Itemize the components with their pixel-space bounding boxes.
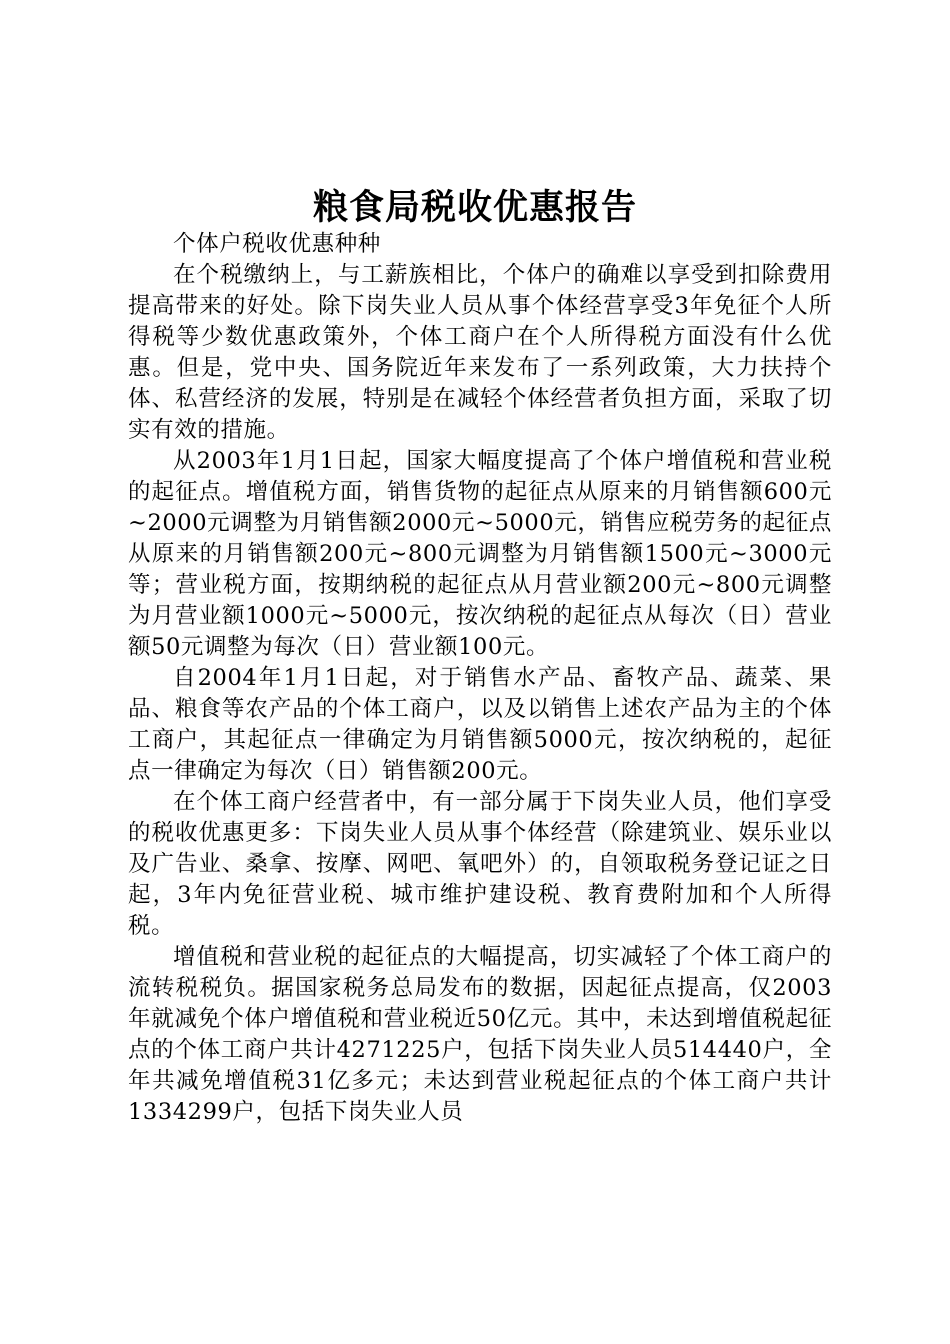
section-heading: 个体户税收优惠种种 (173, 231, 381, 257)
paragraph: 在个税缴纳上，与工薪族相比，个体户的确难以享受到扣除费用提高带来的好处。除下岗失业人员从事个体经营享受3年免征个人所得税等少数优惠政策外，个体工商户在个人所得税方面没有什么优惠。但是，党中央、国务院近年来发布了一系列政策，大力扶持个体、私营经济的发展，特别是在减轻个体经营者负担方面，采取了切实有效的措施。 (128, 262, 832, 443)
document-title: 粮食局税收优惠报告 (312, 187, 637, 228)
document-body (128, 229, 832, 1128)
paragraph: 从2003年1月1日起，国家大幅度提高了个体户增值税和营业税的起征点。增值税方面，销售货物的起征点从原来的月销售额600元~2000元调整为月销售额2000元~5000元，销售应税劳务的起征点从原来的月销售额200元~800元调整为月销售额1500元~3000元等；营业税方面，按期纳税的起征点从月营业额200元~800元调整为月营业额1000元~5000元，按次纳税的起征点从每次（日）营业额50元调整为每次（日）营业额100元。 (128, 448, 832, 660)
paragraph: 自2004年1月1日起，对于销售水产品、畜牧产品、蔬菜、果品、粮食等农产品的个体工商户，以及以销售上述农产品为主的个体工商户，其起征点一律确定为月销售额5000元，按次纳税的，起征点一律确定为每次（日）销售额200元。 (128, 665, 832, 784)
paragraph: 在个体工商户经营者中，有一部分属于下岗失业人员，他们享受的税收优惠更多：下岗失业人员从事个体经营（除建筑业、娱乐业以及广告业、桑拿、按摩、网吧、氧吧外）的，自领取税务登记证之日起，3年内免征营业税、城市维护建设税、教育费附加和个人所得税。 (128, 789, 832, 939)
paragraph: 增值税和营业税的起征点的大幅提高，切实减轻了个体工商户的流转税税负。据国家税务总局发布的数据，因起征点提高，仅2003年就减免个体户增值税和营业税近50亿元。其中，未达到增值税起征点的个体工商户共计4271225户，包括下岗失业人员514440户，全年共减免增值税31亿多元；未达到营业税起征点的个体工商户共计1334299户，包括下岗失业人员 (128, 944, 832, 1125)
